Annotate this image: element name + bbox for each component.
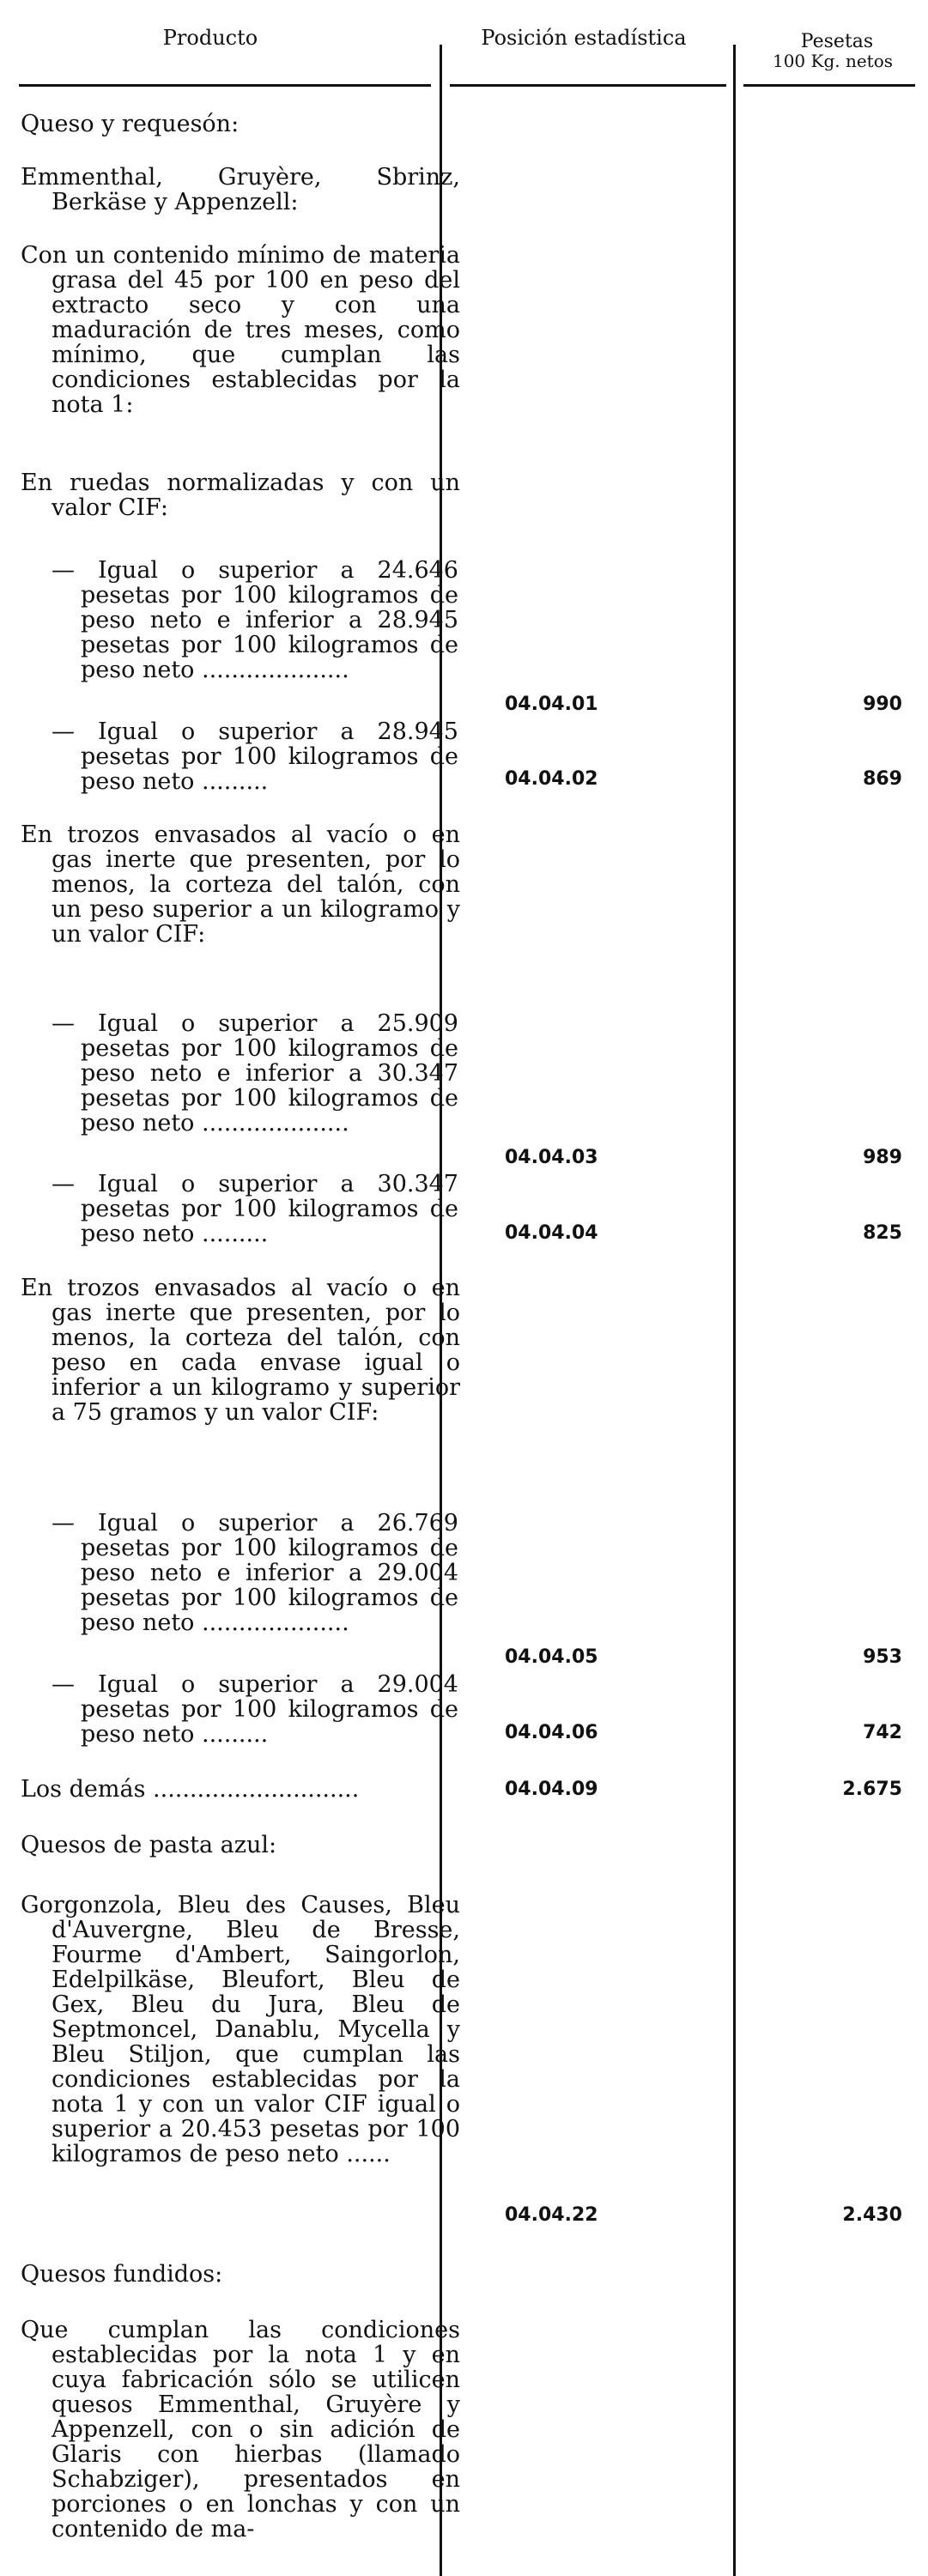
header-rule-2 [450, 84, 726, 87]
section-emmenthal: Emmenthal, Gruyère, Sbrinz, Berkäse y Appenzell: [21, 164, 460, 215]
row-t1-code: 04.04.03 [505, 1147, 598, 1168]
row-r2-code: 04.04.02 [505, 768, 598, 790]
row-r1-text: — Igual o superior a 24.646 pesetas por 100 kilogramos de peso neto e inferior a 28.945 pesetas por 100 kilogramos de peso neto .................... [52, 557, 458, 683]
row-u2-text: — Igual o superior a 29.004 pesetas por 100 kilogramos de peso neto ......... [52, 1671, 458, 1748]
header-rule-1 [19, 84, 431, 87]
row-gorgonzola-price: 2.430 [842, 2204, 902, 2226]
row-t2-price: 825 [863, 1222, 902, 1244]
section-fundidos: Quesos fundidos: [21, 2261, 223, 2288]
row-demas-text: Los demás ............................ [21, 1776, 360, 1803]
row-r2-price: 869 [863, 768, 902, 790]
section-ruedas: En ruedas normalizadas y con un valor CIF: [21, 470, 460, 521]
row-u1-price: 953 [863, 1646, 902, 1668]
row-demas-price: 2.675 [842, 1779, 902, 1800]
header-pesetas-line2: 100 Kg. netos [772, 51, 894, 71]
section-azul: Quesos de pasta azul: [21, 1832, 277, 1858]
row-u1-text: — Igual o superior a 26.769 pesetas por 100 kilogramos de peso neto e inferior a 29.004 pesetas por 100 kilogramos de peso neto .................... [52, 1510, 458, 1636]
row-u2-price: 742 [863, 1722, 902, 1743]
section-cumplan: Que cumplan las condiciones establecidas por la nota 1 y en cuya fabricación sólo se utilicen quesos Emmenthal, Gruyère y Appenzell, con o sin adición de Glaris con hierbas (llamado Schabziger), presentados en porciones o en lonchas y con un contenido de ma- [21, 2317, 460, 2543]
row-r2-text: — Igual o superior a 28.945 pesetas por 100 kilogramos de peso neto ......... [52, 718, 458, 795]
row-demas-code: 04.04.09 [505, 1779, 598, 1800]
section-contenido: Con un contenido mínimo de materia grasa del 45 por 100 en peso del extracto seco y con una maduración de tres meses, como mínimo, que cumplan las condiciones establecidas por la nota 1: [21, 242, 460, 418]
header-producto: Producto [162, 26, 258, 50]
row-t1-text: — Igual o superior a 25.909 pesetas por 100 kilogramos de peso neto e inferior a 30.347 pesetas por 100 kilogramos de peso neto .................... [52, 1010, 458, 1136]
row-t1-price: 989 [863, 1147, 902, 1168]
row-t2-code: 04.04.04 [505, 1222, 598, 1244]
row-t2-text: — Igual o superior a 30.347 pesetas por 100 kilogramos de peso neto ......... [52, 1171, 458, 1247]
row-gorgonzola-text: Gorgonzola, Bleu des Causes, Bleu d'Auvergne, Bleu de Bresse, Fourme d'Ambert, Saingorlon, Edelpilkäse, Bleufort, Bleu de Gex, Bleu du Jura, Bleu de Septmoncel, Danablu, Mycella y Bleu Stiljon, que cumplan las condiciones establecidas por la nota 1 y con un valor CIF igual o superior a 20.453 pesetas por 100 kilogramos de peso neto ...... [21, 1892, 460, 2167]
row-u2-code: 04.04.06 [505, 1722, 598, 1743]
column-divider-2 [733, 45, 736, 2576]
header-pesetas-line1: Pesetas [800, 31, 874, 52]
row-gorgonzola-code: 04.04.22 [505, 2204, 598, 2226]
row-u1-code: 04.04.05 [505, 1646, 598, 1668]
row-r1-price: 990 [863, 694, 902, 715]
header-rule-3 [743, 84, 915, 87]
section-trozos2: En trozos envasados al vacío o en gas inerte que presenten, por lo menos, la corteza del talón, con peso en cada envase igual o inferior a un kilogramo y superior a 75 gramos y un valor CIF: [21, 1275, 460, 1426]
row-r1-code: 04.04.01 [505, 694, 598, 715]
section-queso: Queso y requesón: [21, 111, 240, 137]
section-trozos1: En trozos envasados al vacío o en gas inerte que presenten, por lo menos, la corteza del talón, con un peso superior a un kilogramo y un valor CIF: [21, 821, 460, 948]
header-posicion: Posición estadística [481, 26, 687, 50]
